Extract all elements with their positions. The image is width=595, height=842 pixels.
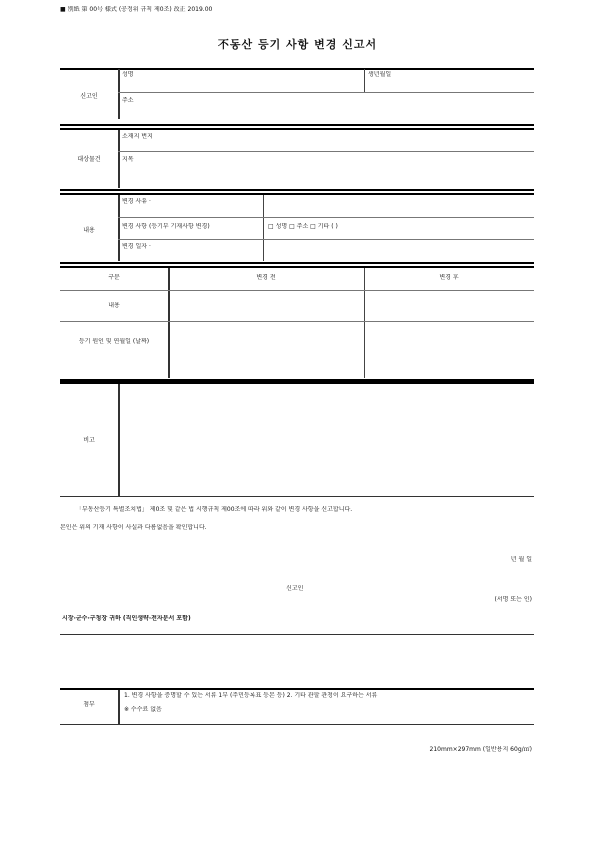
date-line[interactable]: 년 월 일 [510,556,532,563]
column-divider [118,690,120,724]
change-item-options[interactable]: □ 성명 □ 주소 □ 기타 ( ) [268,223,338,230]
section-divider [60,189,534,191]
section-divider [60,262,534,264]
recipient-line: 시장·군수·구청장 귀하 (직인생략·전자문서 포함) [62,615,191,622]
form-number-note: ■ 別紙 第 00号 様式 (공정위 규칙 제0조) 改正 2019.00 [60,6,213,13]
address-field[interactable]: 주소 [122,97,134,104]
remarks-field[interactable] [120,386,532,494]
attachment-text-1: 1. 변경 사항을 증명할 수 있는 서류 1부 (주민등록표 등본 등) 2. 기타 관할 관청이 요구하는 서류 [124,692,378,699]
change-date-label: 변경 일자 · [122,243,151,250]
section-divider [60,634,534,635]
remarks-label: 비고 [83,437,95,444]
column-divider [118,130,120,188]
change-reason-label: 변경 사유 · [122,198,151,205]
section-divider [60,496,534,497]
paper-size-note: 210mm×297mm (일반용지 60g/㎡) [429,746,532,753]
section-divider [60,193,534,195]
declaration-line-2: 본인은 위의 기재 사항이 사실과 다름없음을 확인합니다. [60,524,207,531]
applicant-label: 신고인 [80,93,98,100]
column-divider [118,69,120,119]
attachment-text-2: ※ 수수료 없음 [124,706,162,713]
row-divider [118,151,534,152]
property-label: 대상물건 [77,156,101,163]
column-divider [168,268,170,378]
table-row-content: 내용 [108,302,120,309]
land-category-field[interactable]: 지목 [122,156,134,163]
table-row-registration: 등기 원인 및 연월일 (날짜) [78,338,150,345]
section-divider [60,128,534,130]
column-divider [364,69,365,92]
section-divider [60,68,534,70]
content-label: 내용 [83,227,95,234]
signature-field[interactable]: (서명 또는 인) [494,596,532,603]
location-field[interactable]: 소재지 번지 [122,133,153,140]
section-divider [60,688,534,690]
section-divider [60,724,534,725]
table-header-category: 구분 [108,274,120,281]
column-divider [118,195,120,261]
section-divider [60,266,534,268]
section-divider [60,379,534,384]
row-divider [60,290,534,291]
column-divider [364,268,365,378]
row-divider [60,321,534,322]
name-field[interactable]: 성명 [122,71,134,78]
table-header-before: 변경 전 [256,274,276,281]
row-divider [118,239,534,240]
column-divider [263,195,264,261]
change-item-label: 변경 사항 (등기부 기재사항 변경) [122,223,210,230]
row-divider [118,92,534,93]
row-divider [118,217,534,218]
signer-label: 신고인 [286,585,304,592]
attachment-label: 첨부 [83,701,95,708]
form-title: 不동산 등기 사항 변경 신고서 [217,38,378,51]
section-divider [60,124,534,126]
table-header-after: 변경 후 [439,274,459,281]
birthdate-field[interactable]: 생년월일 [368,71,392,78]
declaration-line-1: 「부동산등기 특별조치법」 제0조 및 같은 법 시행규칙 제00조에 따라 위와 같이 변경 사항을 신고합니다. [76,506,353,513]
